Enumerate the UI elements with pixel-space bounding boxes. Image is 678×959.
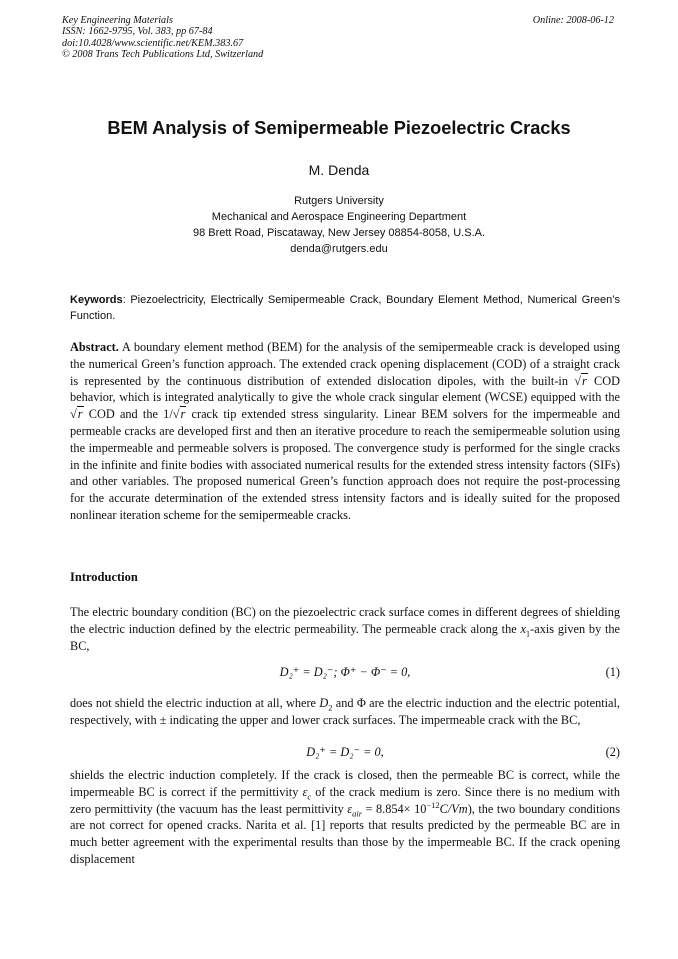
abstract-text-2: COD behavior, which is integrated analytically to give the whole crack singular element (WCSE) equipped with the (70, 373, 620, 405)
intro-p2-text-a: does not shield the electric induction at all, where (70, 696, 320, 710)
intro-p3-text-a: shields the electric induction completely. If the crack is closed, then the permeable BC is correct, while the impermeable BC is correct if the permittivity (70, 768, 620, 799)
intro-paragraph-1 (70, 604, 620, 654)
math-epsilon-c-subscript: c (307, 791, 312, 802)
abstract-section: Abstract. A boundary element method (BEM) for the analysis of the semipermeable crack is developed using the numerical Green’s function approach. The extended crack opening displacement (COD) of a straight crack is represented by the continuous distribution of extended dislocation dipoles, with the built-in √r COD behavior, which is integrated analytically to give the whole crack singular element (WCSE) equipped with the √r COD and the 1/√r crack tip extended stress singularity. Linear BEM solvers for the impermeable and permeable cracks are developed first and then an iterative procedure to reach the semipermeable solution using the impermeable and permeable solvers is proposed. The convergence study is performed for the single cracks in the infinite and finite bodies with associated numerical results for the extended stress intensity factors (SIFs) and other variables. The proposed numerical Green’s function approach does not require the post-processing for the accurate determination of the extended stress intensity factors and is ideally suited for the proposed nonlinear iteration scheme for the semipermeable cracks. (70, 340, 621, 522)
intro-p1-text-a: The electric boundary condition (BC) on the piezoelectric crack surface comes in different degrees of shielding the electric induction defined by the electric permeability. The permeable crack along the (70, 605, 620, 636)
math-d-subscript: 2 (328, 702, 333, 713)
affiliation-email: denda@rutgers.edu (290, 243, 388, 255)
journal-name: Key Engineering Materials (62, 15, 173, 26)
author-name: M. Denda (308, 162, 370, 178)
math-epsilon-air: ε (347, 801, 353, 816)
keywords-label: Keywords (70, 294, 123, 306)
equation-2 (70, 745, 620, 763)
equation-2-body: D₂⁺ = D₂⁻ = 0, (306, 745, 384, 759)
paper-title: BEM Analysis of Semipermeable Piezoelectric Cracks (107, 118, 571, 138)
equation-1-body: D₂⁺ = D₂⁻; Φ⁺ − Φ⁻ = 0, (279, 665, 411, 679)
intro-p1-text-b: -axis given by the BC, (70, 621, 621, 653)
intro-p3-text-b: of the crack medium is zero. Since there is no medium with zero permittivity (the vacuum has the least permittivity (70, 784, 620, 816)
equation-1-number: (1) (605, 665, 620, 679)
math-epsilon-air-subscript: air (352, 808, 363, 819)
affiliation-block (0, 193, 678, 257)
math-x-subscript: 1 (525, 628, 531, 639)
abstract-text-4: crack tip extended stress singularity. Linear BEM solvers for the impermeable and permeable cracks are developed first and then an iterative procedure to reach the semipermeable solution using the impermeable and permeable solvers is proposed. The convergence study is performed for the single cracks in the infinite and finite bodies with associated numerical results for the extended stress intensity factors (SIFs) and other variables. The proposed numerical Green’s function approach does not require the post-processing for the accurate determination of the extended stress intensity factors and is ideally suited for the proposed nonlinear iteration scheme for the semipermeable cracks. (70, 407, 621, 522)
intro-paragraph-2 (70, 695, 620, 729)
affiliation-address: 98 Brett Road, Piscataway, New Jersey 08854-8058, U.S.A. (192, 227, 486, 239)
sqrt-r-2: r (77, 407, 83, 422)
math-d: D (319, 696, 329, 710)
section-heading-introduction: Introduction (70, 570, 138, 584)
equation-2-number: (2) (605, 745, 620, 759)
abstract-label: Abstract. (70, 340, 119, 354)
affiliation-university: Rutgers University (294, 195, 384, 207)
affiliation-department: Mechanical and Aerospace Engineering Department (211, 211, 467, 223)
intro-paragraph-3 (70, 767, 620, 868)
copyright-line: © 2008 Trans Tech Publications Ltd, Switzerland (62, 49, 264, 61)
math-unit: C/Vm (439, 801, 468, 816)
sqrt-r-3: r (180, 407, 186, 422)
sqrt-r-1: r (582, 373, 587, 388)
keywords-section (70, 292, 620, 324)
math-x: x (520, 621, 526, 636)
intro-p2-text-b: and Φ are the electric induction and the electric potential, respectively, with ± indicating the upper and lower crack surfaces. The impermeable crack with the BC, (70, 696, 620, 727)
math-exponent: −12 (426, 799, 440, 810)
keywords-text: : Piezoelectricity, Electrically Semipermeable Crack, Boundary Element Method, Numerical Green’s Function. (70, 294, 620, 322)
math-epsilon-c: ε (302, 784, 308, 799)
issn-line: ISSN: 1662-9795, Vol. 383, pp 67-84 (62, 26, 213, 38)
doi-line: doi:10.4028/www.scientific.net/KEM.383.67 (62, 37, 244, 49)
intro-p3-text-c: = 8.854× 10 (362, 801, 427, 816)
equation-1 (70, 665, 620, 683)
journal-header (62, 15, 263, 61)
online-date: Online: 2008-06-12 (532, 15, 614, 26)
abstract-text-1: A boundary element method (BEM) for the analysis of the semipermeable crack is developed using the numerical Green’s function approach. The extended crack opening displacement (COD) of a straight crack is represented by the continuous distribution of extended dislocation dipoles, with the built-in (70, 340, 620, 388)
abstract-text-3: COD and the 1/ (83, 407, 173, 422)
intro-p3-text-d: ), the two boundary conditions are not correct for opened cracks. Narita et al. [1] reports that results predicted by the permeable BC are in much better agreement with the experimental results than those by the impermeable BC. If the crack opening displacement (70, 801, 620, 866)
